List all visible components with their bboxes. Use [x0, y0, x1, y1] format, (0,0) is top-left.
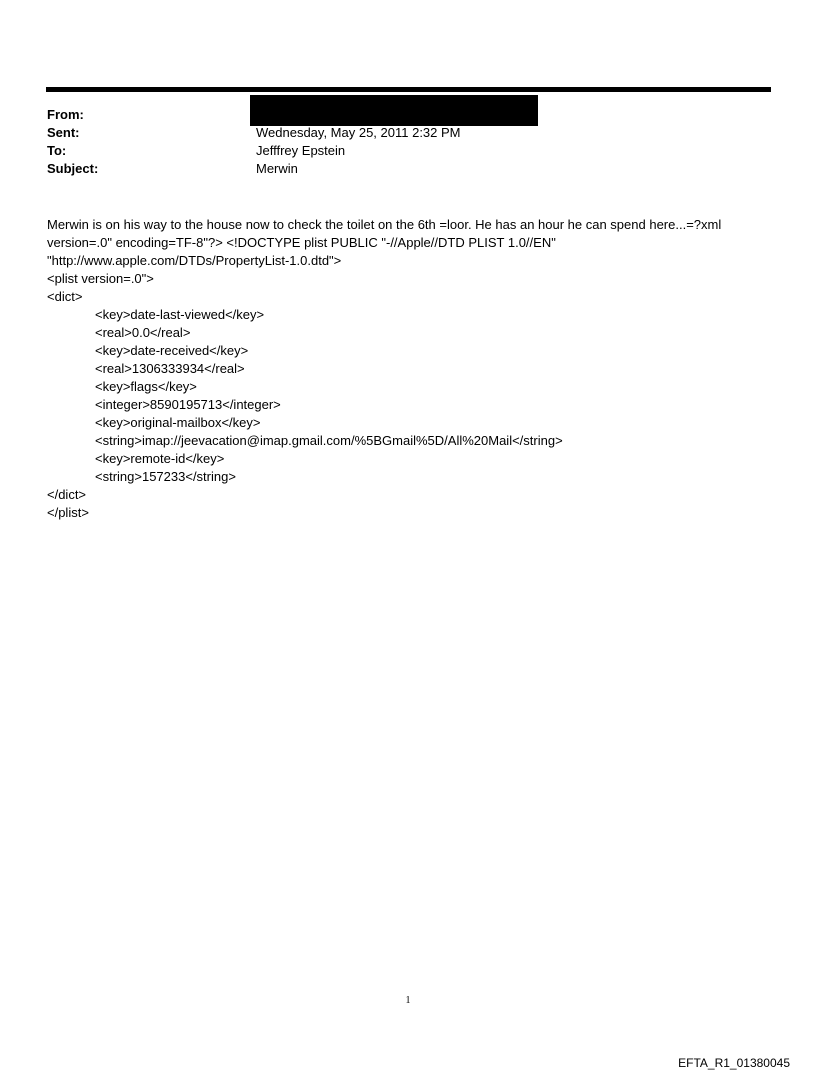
header-divider [46, 87, 771, 92]
body-line: <plist version=.0"> [47, 271, 154, 286]
body-line: <dict> [47, 289, 83, 304]
to-label: To: [47, 143, 67, 158]
body-line: <string>imap://jeevacation@imap.gmail.com/%5BGmail%5D/All%20Mail</string> [95, 433, 563, 448]
body-line: <key>remote-id</key> [95, 451, 225, 466]
from-label: From: [47, 107, 84, 122]
subject-label: Subject: [47, 161, 99, 176]
body-line: <real>1306333934</real> [95, 361, 245, 376]
body-line: <key>original-mailbox</key> [95, 415, 261, 430]
sent-value: Wednesday, May 25, 2011 2:32 PM [256, 125, 461, 140]
sent-label: Sent: [47, 125, 80, 140]
body-line: </dict> [47, 487, 87, 502]
body-line: </plist> [47, 505, 89, 520]
redaction-block [250, 95, 538, 126]
subject-value: Merwin [256, 161, 298, 176]
bates-number: EFTA_R1_01380045 [678, 1056, 790, 1070]
body-line: <key>date-received</key> [95, 343, 249, 358]
body-line: <key>date-last-viewed</key> [95, 307, 265, 322]
body-line: <integer>8590195713</integer> [95, 397, 281, 412]
to-value: Jefffrey Epstein [256, 143, 346, 158]
body-line: <string>157233</string> [95, 469, 236, 484]
body-line: <real>0.0</real> [95, 325, 191, 340]
body-line: version=.0" encoding=TF-8"?> <!DOCTYPE plist PUBLIC "-//Apple//DTD PLIST 1.0//EN" [47, 235, 556, 250]
body-line: <key>flags</key> [95, 379, 197, 394]
page-number: 1 [405, 995, 411, 1006]
body-line: "http://www.apple.com/DTDs/PropertyList-1.0.dtd"> [47, 253, 342, 268]
email-body [47, 216, 772, 522]
body-line: Merwin is on his way to the house now to check the toilet on the 6th =loor. He has an hour he can spend here...=?xml [47, 217, 722, 232]
